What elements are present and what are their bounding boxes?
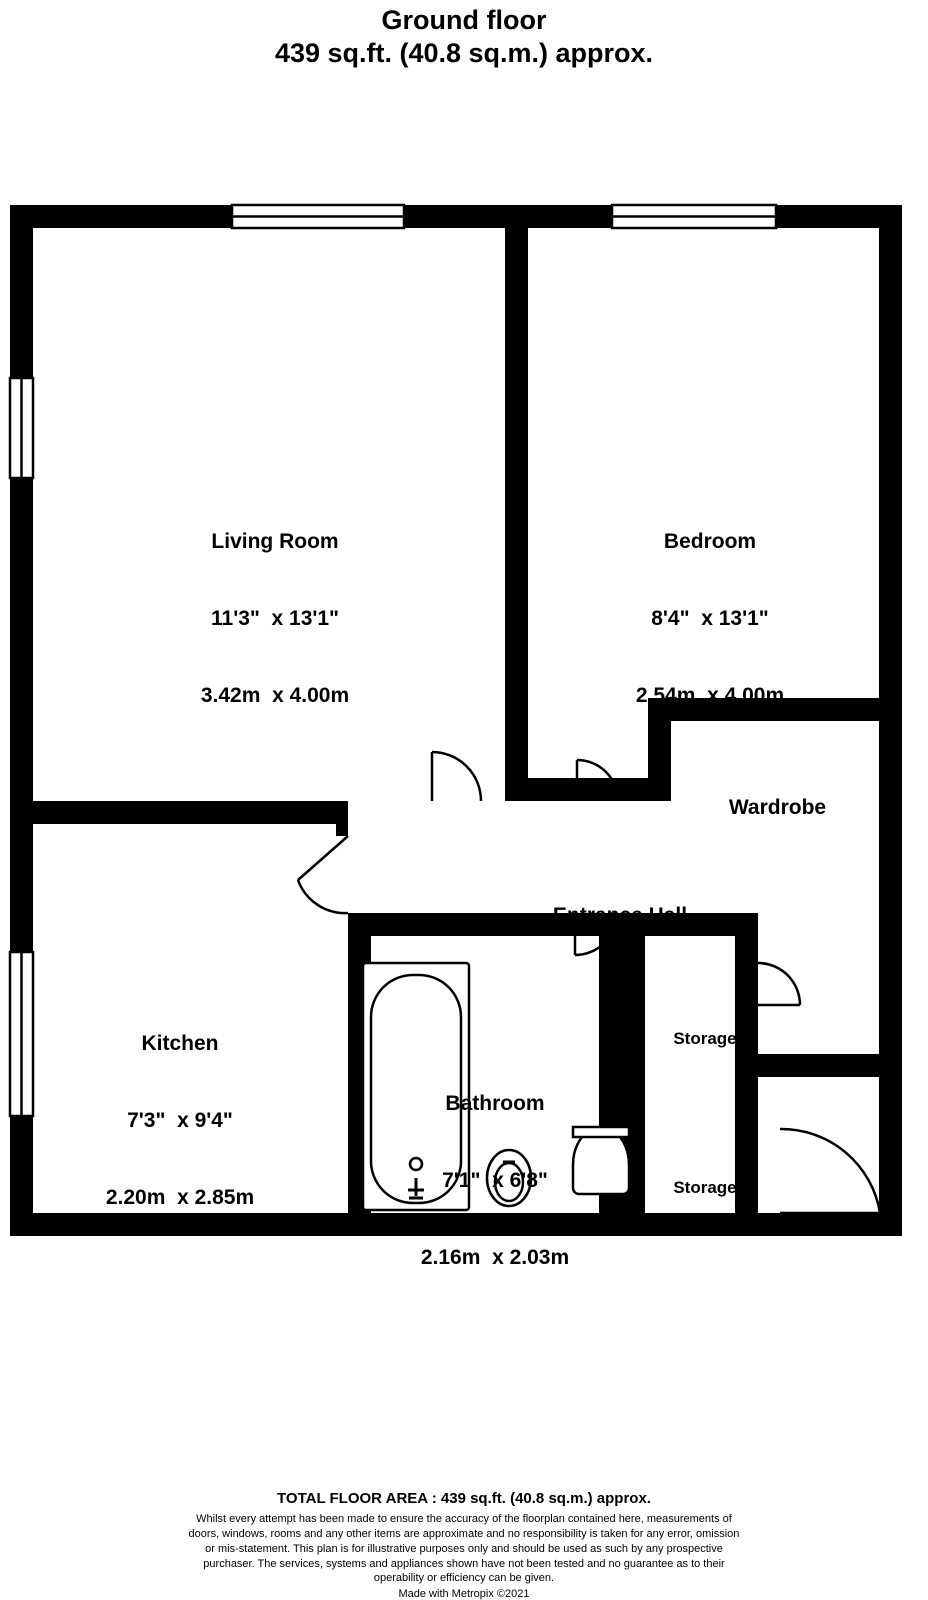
room-dim-metric: 3.42m x 4.00m	[200, 683, 350, 707]
room-name: Kitchen	[141, 1032, 219, 1056]
total-floor-area: TOTAL FLOOR AREA : 439 sq.ft. (40.8 sq.m.) approx.	[277, 1490, 651, 1507]
room-name: Storage	[673, 1029, 737, 1049]
room-dim-imperial: 7'3" x 9'4"	[127, 1109, 233, 1133]
room-label-storage-lower	[640, 1137, 770, 1220]
room-dim-metric: 2.54m x 4.00m	[635, 683, 785, 707]
disclaimer-text: Whilst every attempt has been made to ensure the accuracy of the floorplan contained here, measurements of doors, windows, rooms and any other items are approximate and no responsibility is taken for any error, omission or mis-statement. This plan is for illustrative purposes only and should be used as such by any prospective purchaser. The services, systems and appliances shown have not been tested and no guarantee as to their operability or efficiency can be given.	[188, 1513, 740, 1585]
room-name: Bedroom	[663, 530, 757, 554]
room-label-bathroom	[370, 1040, 620, 1296]
room-dim-imperial: 8'4" x 13'1"	[651, 607, 769, 631]
room-label-kitchen	[15, 980, 345, 1236]
room-label-entrance-hall	[430, 852, 810, 954]
room-name: Bathroom	[445, 1092, 545, 1116]
room-name: Storage	[673, 1178, 737, 1198]
door-living-room	[432, 752, 481, 801]
room-name: Wardrobe	[728, 796, 827, 820]
room-dim-imperial: 7'1" x 6'8"	[442, 1169, 548, 1193]
window-left-living	[10, 378, 33, 478]
footer	[0, 1490, 928, 1600]
room-name: Living Room	[211, 530, 339, 554]
room-dim-metric: 2.20m x 2.85m	[105, 1185, 255, 1209]
room-dim-metric: 2.16m x 2.03m	[420, 1245, 570, 1269]
room-name: Entrance Hall	[552, 904, 688, 928]
room-label-living-room	[110, 478, 440, 734]
room-label-storage-upper	[640, 988, 770, 1071]
door-kitchen	[298, 836, 348, 913]
window-top-left	[232, 205, 404, 228]
title-line-1: Ground floor	[381, 5, 547, 35]
room-dim-imperial: 11'3" x 13'1"	[211, 607, 339, 631]
title-line-2: 439 sq.ft. (40.8 sq.m.) approx.	[274, 37, 654, 68]
window-top-right	[612, 205, 776, 228]
room-label-bedroom	[545, 478, 875, 734]
door-storage-2	[780, 1129, 880, 1213]
room-label-wardrobe	[645, 744, 910, 846]
made-with-credit: Made with Metropix ©2021	[398, 1588, 530, 1600]
